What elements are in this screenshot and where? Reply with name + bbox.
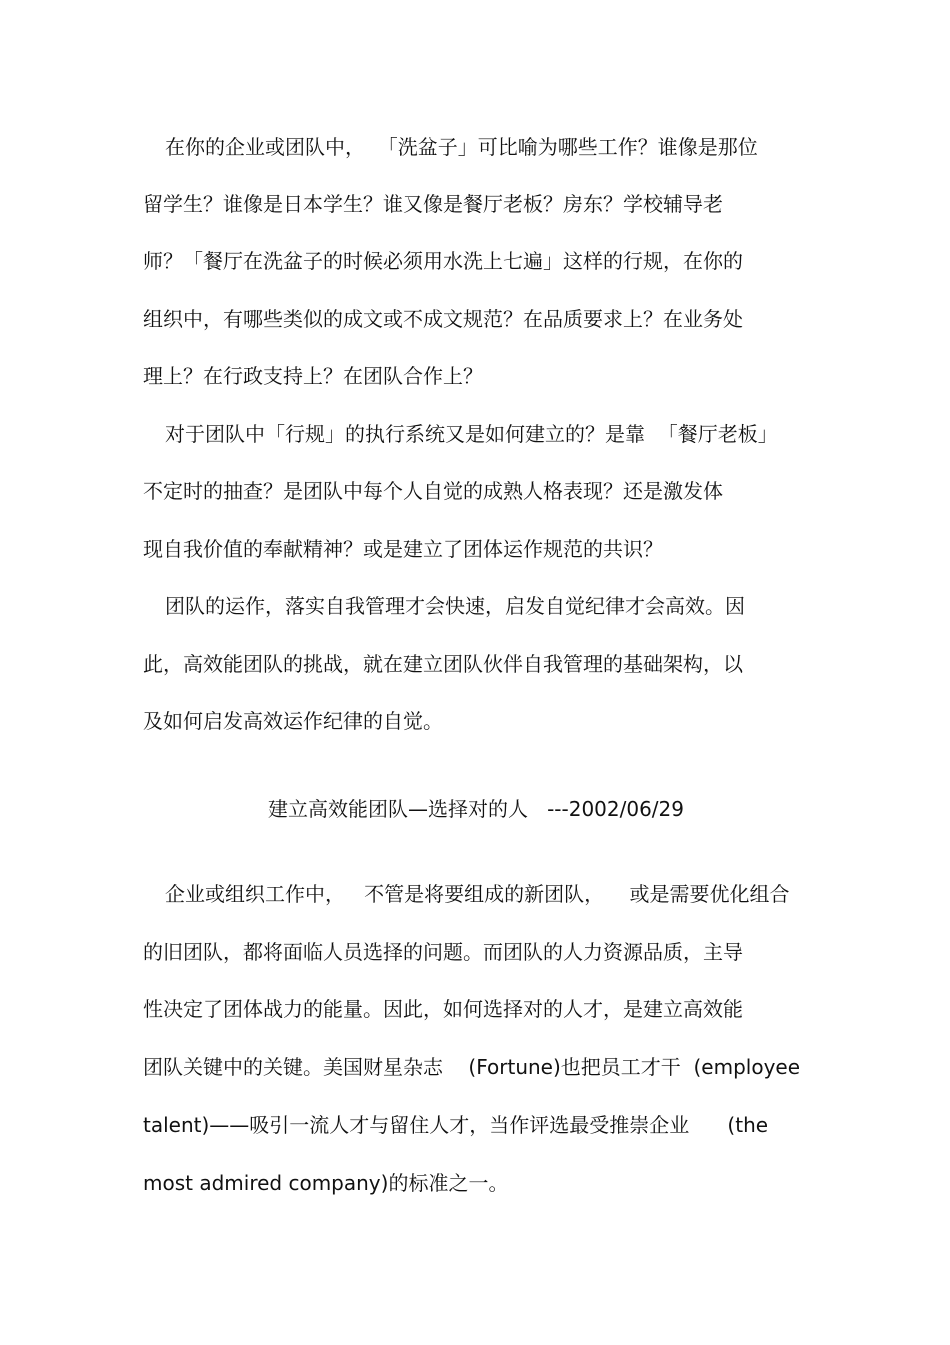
paragraph-2-line-2: 不定时的抽查？是团队中每个人自觉的成熟人格表现？还是激发体 xyxy=(143,479,723,503)
paragraph-4-line-6: most admired company)的标准之一。 xyxy=(143,1171,509,1195)
section-heading: 建立高效能团队—选择对的人 ---2002/06/29 xyxy=(268,797,684,821)
paragraph-4-line-3: 性决定了团体战力的能量。因此，如何选择对的人才，是建立高效能 xyxy=(143,997,743,1021)
paragraph-4-line-1: 企业或组织工作中， 不管是将要组成的新团队， 或是需要优化组合 xyxy=(165,882,790,906)
paragraph-3-line-2: 此，高效能团队的挑战，就在建立团队伙伴自我管理的基础架构，以 xyxy=(143,652,743,676)
paragraph-1-line-5: 理上？在行政支持上？在团队合作上？ xyxy=(143,364,483,388)
paragraph-3-line-3: 及如何启发高效运作纪律的自觉。 xyxy=(143,709,443,733)
paragraph-2-line-3: 现自我价值的奉献精神？或是建立了团体运作规范的共识？ xyxy=(143,537,663,561)
paragraph-1-line-2: 留学生？谁像是日本学生？谁又像是餐厅老板？房东？学校辅导老 xyxy=(143,192,723,216)
paragraph-1-line-4: 组织中，有哪些类似的成文或不成文规范？在品质要求上？在业务处 xyxy=(143,307,743,331)
paragraph-1-line-1: 在你的企业或团队中， 「洗盆子」可比喻为哪些工作？谁像是那位 xyxy=(165,135,758,159)
paragraph-4-line-5: talent)——吸引一流人才与留住人才，当作评选最受推崇企业 (the xyxy=(143,1113,769,1137)
paragraph-3-line-1: 团队的运作，落实自我管理才会快速，启发自觉纪律才会高效。因 xyxy=(165,594,745,618)
paragraph-2-line-1: 对于团队中「行规」的执行系统又是如何建立的？是靠 「餐厅老板」 xyxy=(165,422,778,446)
paragraph-4-line-4: 团队关键中的关键。美国财星杂志 (Fortune)也把员工才干 (employee xyxy=(143,1055,801,1079)
paragraph-1-line-3: 师？「餐厅在洗盆子的时候必须用水洗上七遍」这样的行规，在你的 xyxy=(143,249,743,273)
paragraph-4-line-2: 的旧团队，都将面临人员选择的问题。而团队的人力资源品质，主导 xyxy=(143,940,743,964)
